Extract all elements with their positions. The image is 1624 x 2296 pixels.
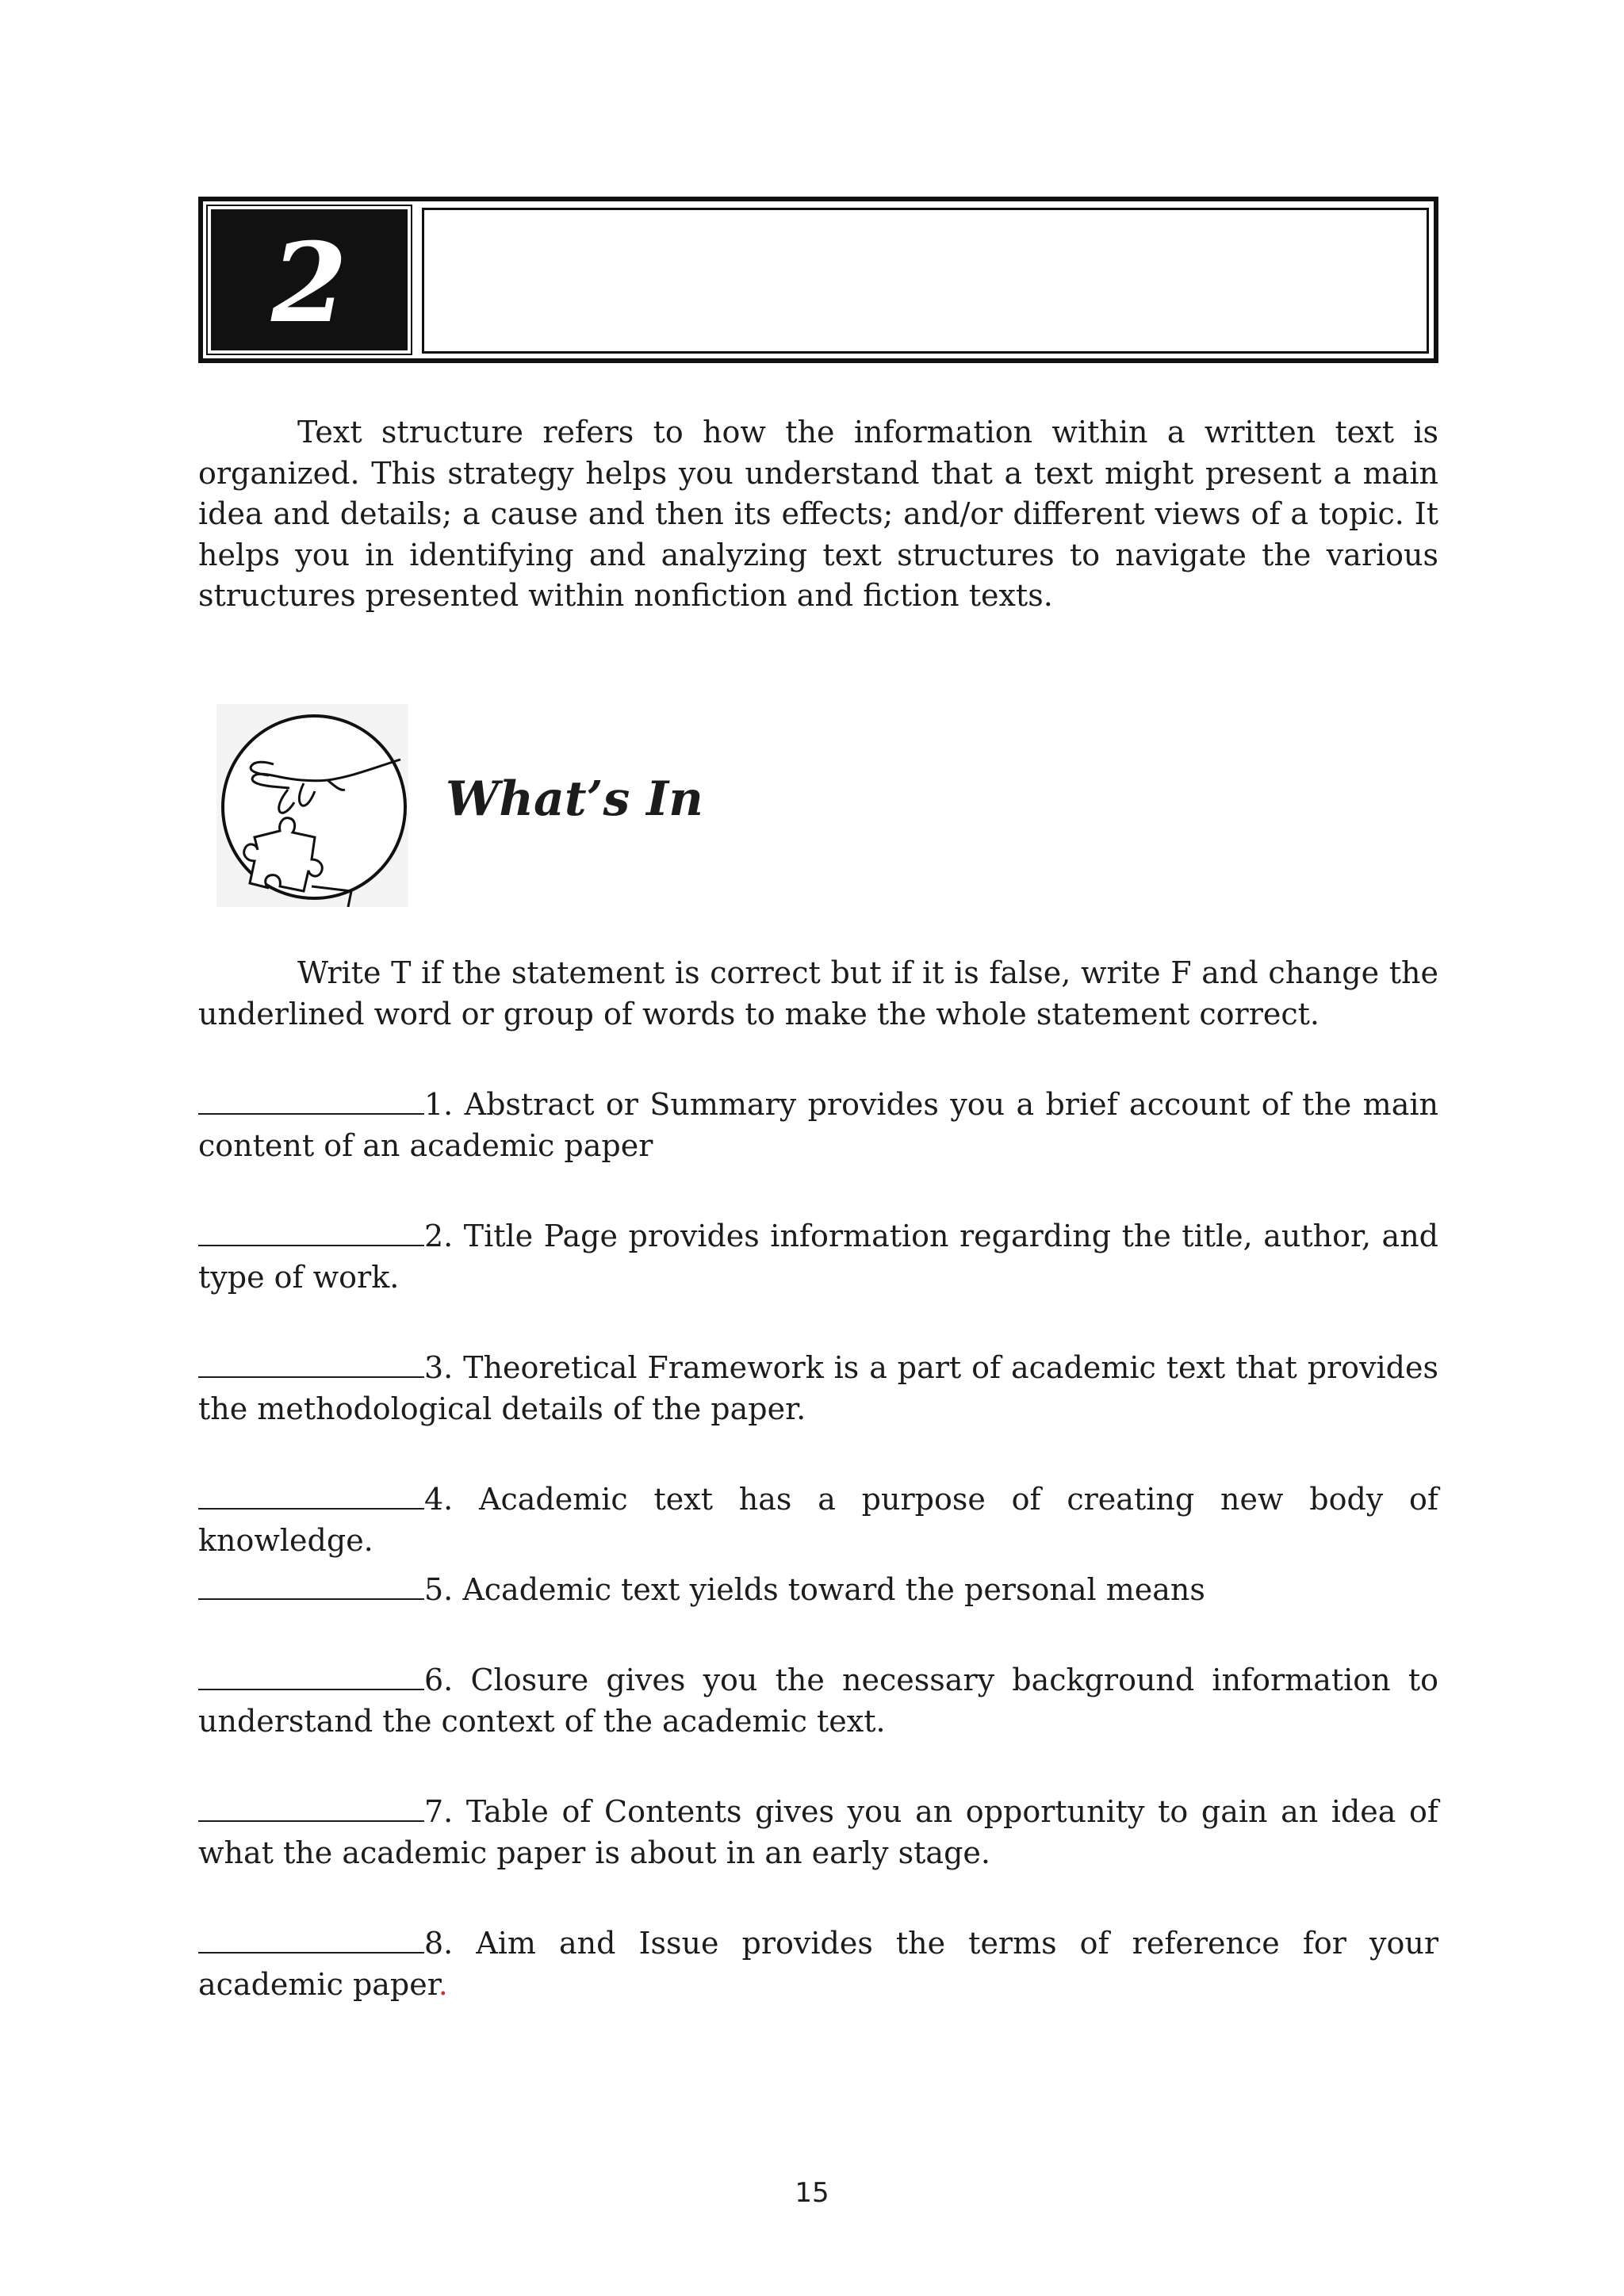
lesson-title-box xyxy=(422,208,1429,354)
lesson-header xyxy=(198,197,1438,363)
question-item xyxy=(198,1570,1438,1611)
question-text: 6. Closure gives you the necessary background information to understand the context of the academic text. xyxy=(198,1663,1438,1739)
intro-paragraph xyxy=(198,412,1438,617)
question-item xyxy=(198,1348,1438,1429)
question-text: 7. Table of Contents gives you an opportunity to gain an idea of what the academic paper is about in an early stage. xyxy=(198,1794,1438,1870)
question-item xyxy=(198,1660,1438,1742)
question-text: 3. Theoretical Framework is a part of academic text that provides the methodological details of the paper. xyxy=(198,1350,1438,1426)
question-item xyxy=(198,1216,1438,1298)
page-number: 15 xyxy=(795,2177,829,2209)
instruction-text: Write T if the statement is correct but if it is false, write F and change the underlined word or group of words to make the whole statement correct. xyxy=(198,955,1438,1031)
question-text: 4. Academic text has a purpose of creating new body of knowledge. xyxy=(198,1482,1438,1558)
instruction-paragraph xyxy=(198,953,1438,1035)
question-text: 1. Abstract or Summary provides you a brief account of the main content of an academic paper xyxy=(198,1087,1438,1163)
hand-puzzle-piece-icon xyxy=(216,704,408,907)
answer-blank[interactable] xyxy=(198,1216,424,1246)
answer-blank[interactable] xyxy=(198,1660,424,1690)
lesson-number: 2 xyxy=(270,218,348,347)
question-text: 5. Academic text yields toward the personal means xyxy=(424,1572,1205,1607)
trailing-period: . xyxy=(438,1966,448,2002)
question-item xyxy=(198,1479,1438,1561)
answer-blank[interactable] xyxy=(198,1348,424,1378)
section-title-whats-in: What’s In xyxy=(446,771,703,827)
question-item xyxy=(198,1792,1438,1873)
intro-text: Text structure refers to how the information within a written text is organized. This strategy helps you understand that a text might present a main idea and details; a cause and then its effects; and/or different views of a topic. It helps you in identifying and analyzing text structures to navigate the various structures presented within nonfiction and fiction texts. xyxy=(198,415,1438,613)
answer-blank[interactable] xyxy=(198,1479,424,1510)
answer-blank[interactable] xyxy=(198,1792,424,1822)
lesson-number-box xyxy=(208,206,411,354)
answer-blank[interactable] xyxy=(198,1570,424,1600)
answer-blank[interactable] xyxy=(198,1085,424,1115)
question-text: 2. Title Page provides information regarding the title, author, and type of work. xyxy=(198,1219,1438,1295)
question-item xyxy=(198,1085,1438,1166)
question-text: 8. Aim and Issue provides the terms of reference for your academic paper xyxy=(198,1926,1438,2002)
question-item xyxy=(198,1923,1438,2005)
answer-blank[interactable] xyxy=(198,1923,424,1954)
